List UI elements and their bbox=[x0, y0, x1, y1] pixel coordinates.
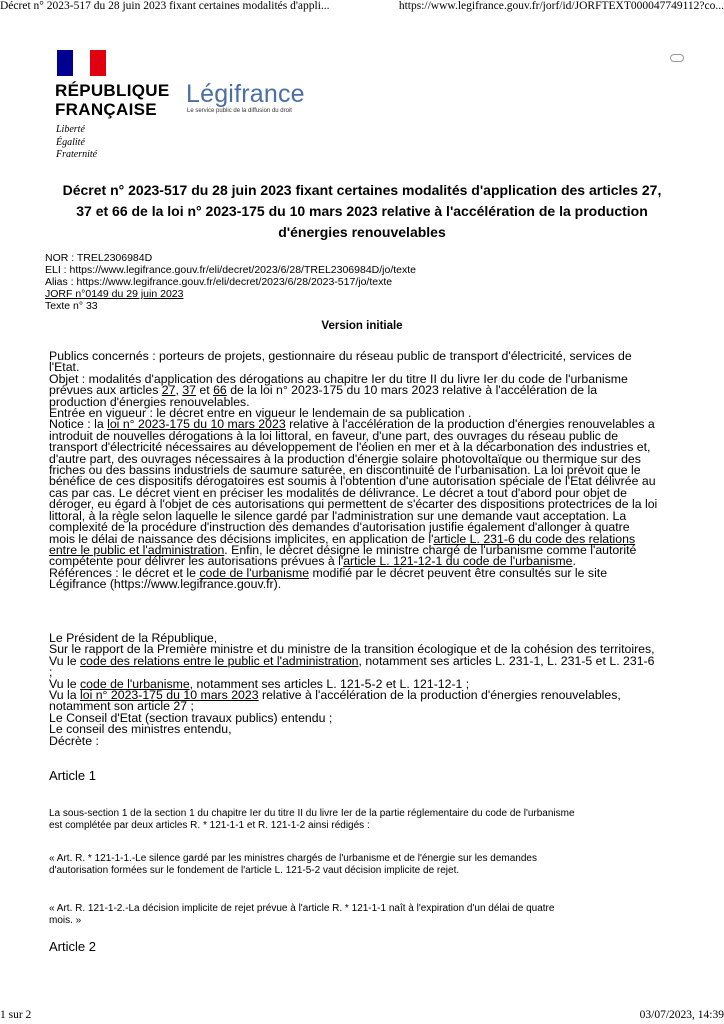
notice-line: bénéfice de ces dispositifs dérogatoires est soumis à l'obtention d'une autorisation spéciale de l'Etat délivrée au bbox=[49, 474, 656, 489]
preamble-line: Sur le rapport de la Première ministre et du ministre de la transition écologique et de la cohésion des territoires, bbox=[49, 642, 655, 657]
eli-reference: ELI : https://www.legifrance.gouv.fr/eli/decret/2023/6/28/TREL2306984D/jo/texte bbox=[45, 264, 417, 276]
legal-reference-link[interactable]: entre le public et l'administration bbox=[49, 542, 225, 557]
notice-line: cas par cas. Le décret vient en préciser les modalités de délivrance. Le décret a tout d'abord pour objet de bbox=[49, 485, 627, 500]
print-footer-page: 1 sur 2 bbox=[0, 1009, 32, 1021]
legal-reference-link[interactable]: code des relations entre le public et l'administration bbox=[80, 653, 359, 668]
notice-line: Objet : modalités d'application des dérogations au chapitre Ier du titre II du livre Ier du code de l'urbanisme bbox=[49, 371, 628, 386]
legal-reference-link[interactable]: 27 bbox=[161, 383, 176, 398]
preamble-line: ; bbox=[49, 665, 53, 680]
notice-line: Références : le décret et le code de l'urbanisme modifié par le décret peuvent être consultés sur le site bbox=[49, 565, 608, 580]
legal-reference-link[interactable]: 37 bbox=[182, 383, 196, 398]
notice-line: littoral, à la règle selon laquelle le silence gardé par l'administration sur une demande vaut acceptation. La bbox=[49, 508, 627, 523]
texte-number: Texte n° 33 bbox=[45, 300, 98, 312]
preamble-line: Vu le code des relations entre le public et l'administration, notamment ses articles L. 231-1, L. 231-5 et L. 231-6 bbox=[49, 653, 655, 668]
notice-line: complexité de la procédure d'instruction des demandes d'autorisation justifie également d'allonger à quatre bbox=[49, 520, 630, 535]
notice-line: friches ou des bassins industriels de saumure saturée, en discontinuité de l'urbanisation. La loi prévoit que le bbox=[49, 463, 641, 478]
legal-reference-link[interactable]: 66 bbox=[213, 383, 227, 398]
article-r-121-1-2: « Art. R. 121-1-2.-La décision implicite de rejet prévue à l'article R. * 121-1-1 naît à l'expiration d'un délai de quatre mois. » bbox=[49, 903, 555, 926]
legal-reference-link[interactable]: loi n° 2023-175 du 10 mars 2023 bbox=[80, 688, 259, 703]
preamble-line: Le Président de la République, bbox=[49, 631, 218, 645]
notice-line: Légifrance (https://www.legifrance.gouv.fr). bbox=[49, 577, 282, 592]
article-1-paragraph: La sous-section 1 de la section 1 du chapitre Ier du titre II du livre Ier de la partie réglementaire du code de l'urbanisme est complétée par deux articles R. * 121-1-1 et R. 121-1-2 ainsi rédigés : bbox=[49, 808, 575, 831]
legal-reference-link[interactable]: code de l'urbanisme bbox=[199, 565, 310, 580]
notice-line: introduit de nouvelles dérogations à la loi littoral, en faveur, d'une part, des ouvrages du réseau public de bbox=[49, 428, 619, 443]
notice-line: production d'énergies renouvelables. bbox=[49, 394, 250, 409]
french-flag-icon bbox=[57, 50, 106, 76]
notice-line: Notice : la loi n° 2023-175 du 10 mars 2023 relative à l'accélération de la production d'énergies renouvelables a bbox=[49, 417, 655, 432]
republic-motto: Liberté Égalité Fraternité bbox=[56, 124, 98, 160]
nor-reference: NOR : TREL2306984D bbox=[45, 252, 153, 264]
alias-reference: Alias : https://www.legifrance.gouv.fr/eli/decret/2023/6/28/2023-517/jo/texte bbox=[45, 276, 393, 288]
legal-reference-link[interactable]: loi n° 2023-175 du 10 mars 2023 bbox=[107, 417, 286, 432]
version-label: Version initiale bbox=[321, 320, 403, 332]
preamble-line: Vu la loi n° 2023-175 du 10 mars 2023 relative à l'accélération de la production d'énergies renouvelables, bbox=[49, 688, 621, 703]
notice-line: déroger, eu égard à l'objet de ces autorisations qui permettent de s'écarter des dispositions protectrices de la loi bbox=[49, 497, 658, 512]
notice-line: Publics concernés : porteurs de projets, gestionnaire du réseau public de transport d'électricité, services de bbox=[49, 349, 632, 363]
notice-block bbox=[49, 351, 689, 591]
legal-reference-link[interactable]: article L. 231-6 du code des relations bbox=[433, 531, 636, 546]
notice-line: prévues aux articles 27, 37 et 66 de la loi n° 2023-175 du 10 mars 2023 relative à l'accélération de la bbox=[49, 383, 598, 398]
preamble-line: notamment son article 27 ; bbox=[49, 699, 194, 714]
jorf-link[interactable]: JORF n°0149 du 29 juin 2023 bbox=[45, 288, 184, 300]
republique-francaise-logo: RÉPUBLIQUE FRANÇAISE bbox=[55, 81, 170, 119]
preamble-line: Le conseil des ministres entendu, bbox=[49, 722, 232, 737]
pill-icon bbox=[670, 54, 684, 62]
notice-line: transport d'électricité nécessaires au développement de l'éolien en mer et à la décarbonation des industries et, bbox=[49, 440, 651, 455]
document-title: Décret n° 2023-517 du 28 juin 2023 fixant certaines modalités d'application des articles 27, 37 et 66 de la loi n° 2023-175 du 10 mars 2023 relative à l'accélération de la production d'énergies renouvelables bbox=[62, 182, 662, 240]
preamble-line: Le Conseil d'Etat (section travaux publics) entendu ; bbox=[49, 710, 333, 725]
notice-line: l'Etat. bbox=[49, 360, 80, 375]
legifrance-logo[interactable]: Légifrance bbox=[186, 80, 305, 108]
notice-line: d'autre part, des ouvrages nécessaires à la production d'énergie solaire photovoltaïque ou thermique sur des bbox=[49, 451, 641, 466]
print-footer-date: 03/07/2023, 14:39 bbox=[639, 1009, 724, 1021]
preamble-line: Vu le code de l'urbanisme, notamment ses articles L. 121-5-2 et L. 121-12-1 ; bbox=[49, 676, 470, 691]
legal-reference-link[interactable]: article L. 121-12-1 du code de l'urbanisme bbox=[343, 554, 573, 569]
article-1-title: Article 1 bbox=[49, 768, 96, 783]
notice-line: Entrée en vigueur : le décret entre en vigueur le lendemain de sa publication . bbox=[49, 406, 472, 421]
notice-line: mois le délai de naissance des décisions implicites, en application de l'article L. 231-6 du code des relations bbox=[49, 531, 636, 546]
document-metadata bbox=[45, 252, 416, 312]
legal-reference-link[interactable]: code de l'urbanisme bbox=[80, 676, 190, 691]
article-2-title: Article 2 bbox=[49, 939, 96, 954]
notice-line: compétente pour délivrer les autorisations prévues à l'article L. 121-12-1 du code de l'urbanisme. bbox=[49, 554, 576, 569]
print-header-title: Décret n° 2023-517 du 28 juin 2023 fixant certaines modalités d'appli... bbox=[0, 0, 330, 12]
article-r-121-1-1: « Art. R. * 121-1-1.-Le silence gardé par les ministres chargés de l'urbanisme et de l'énergie sur les demandes d'autorisation formées sur le fondement de l'article L. 121-5-2 vaut décision implicite de rejet. bbox=[49, 853, 537, 876]
notice-line: entre le public et l'administration. Enfin, le décret désigne le ministre chargé de l'urbanisme comme l'autorité bbox=[49, 542, 637, 557]
preamble-block bbox=[49, 633, 689, 747]
print-header-url: https://www.legifrance.gouv.fr/jorf/id/JORFTEXT000047749112?co... bbox=[398, 0, 724, 12]
preamble-line: Décrète : bbox=[49, 733, 99, 748]
legifrance-tagline: Le service public de la diffusion du droit bbox=[187, 108, 292, 114]
